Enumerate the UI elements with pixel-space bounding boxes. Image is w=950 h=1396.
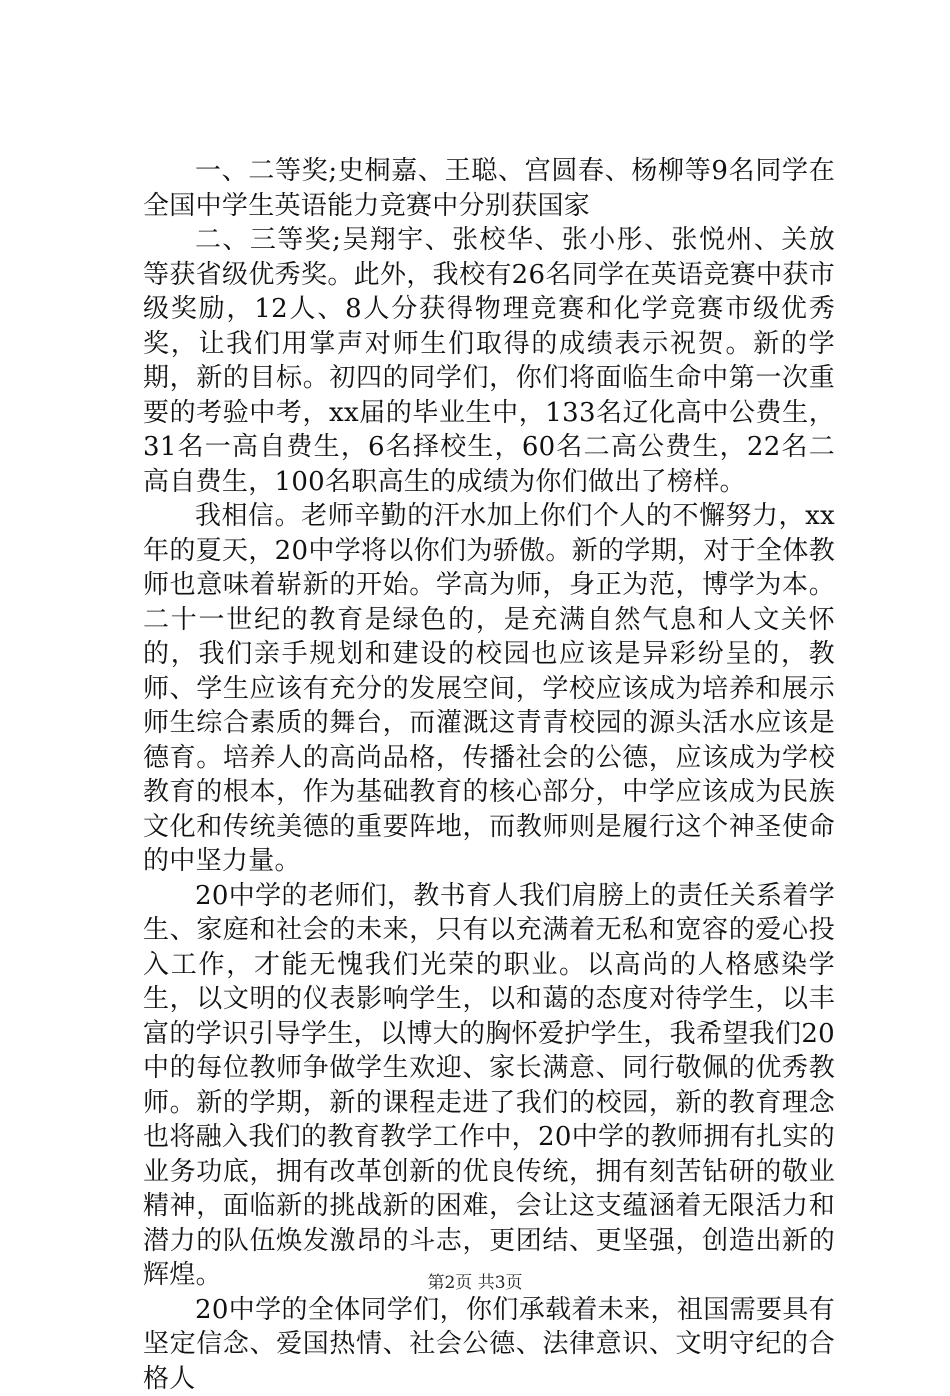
paragraph: 我相信。老师辛勤的汗水加上你们个人的不懈努力，xx年的夏天，20中学将以你们为骄傲。新的学期，对于全体教师也意味着崭新的开始。学高为师，身正为范，博学为本。二十一世纪的教育是绿色的，是充满自然气息和人文关怀的，我们亲手规划和建设的校园也应该是异彩纷呈的，教师、学生应该有充分的发展空间，学校应该成为培养和展示师生综合素质的舞台，而灌溉这青青校园的源头活水应该是德育。培养人的高尚品格，传播社会的公德，应该成为学校教育的根本，作为基础教育的核心部分，中学应该成为民族文化和传统美德的重要阵地，而教师则是履行这个神圣使命的中坚力量。 (143, 499, 835, 879)
paragraph: 二、三等奖;吴翔宇、张校华、张小彤、张悦州、关放等获省级优秀奖。此外，我校有26名同学在英语竞赛中获市级奖励，12人、8人分获得物理竞赛和化学竞赛市级优秀奖，让我们用掌声对师生们取得的成绩表示祝贺。新的学期，新的目标。初四的同学们，你们将面临生命中第一次重要的考验中考，xx届的毕业生中，133名辽化高中公费生，31名一高自费生，6名择校生，60名二高公费生，22名二高自费生，100名职高生的成绩为你们做出了榜样。 (143, 223, 835, 499)
page-footer (0, 1268, 950, 1293)
document-body (143, 154, 835, 1396)
paragraph: 20中学的老师们，教书育人我们肩膀上的责任关系着学生、家庭和社会的未来，只有以充满着无私和宽容的爱心投入工作，才能无愧我们光荣的职业。以高尚的人格感染学生，以文明的仪表影响学生，以和蔼的态度对待学生，以丰富的学识引导学生，以博大的胸怀爱护学生，我希望我们20中的每位教师争做学生欢迎、家长满意、同行敬佩的优秀教师。新的学期，新的课程走进了我们的校园，新的教育理念也将融入我们的教育教学工作中，20中学的教师拥有扎实的业务功底，拥有改革创新的优良传统，拥有刻苦钻研的敬业精神，面临新的挑战新的困难，会让这支蕴涵着无限活力和潜力的队伍焕发激昂的斗志，更团结、更坚强，创造出新的辉煌。 (143, 879, 835, 1293)
paragraph: 20中学的全体同学们，你们承载着未来，祖国需要具有坚定信念、爱国热情、社会公德、法律意识、文明守纪的合格人 (143, 1293, 835, 1396)
page-number-indicator: 第2页 共3页 (427, 1273, 522, 1293)
paragraph: 一、二等奖;史桐嘉、王聪、宫圆春、杨柳等9名同学在全国中学生英语能力竞赛中分别获国家 (143, 154, 835, 223)
